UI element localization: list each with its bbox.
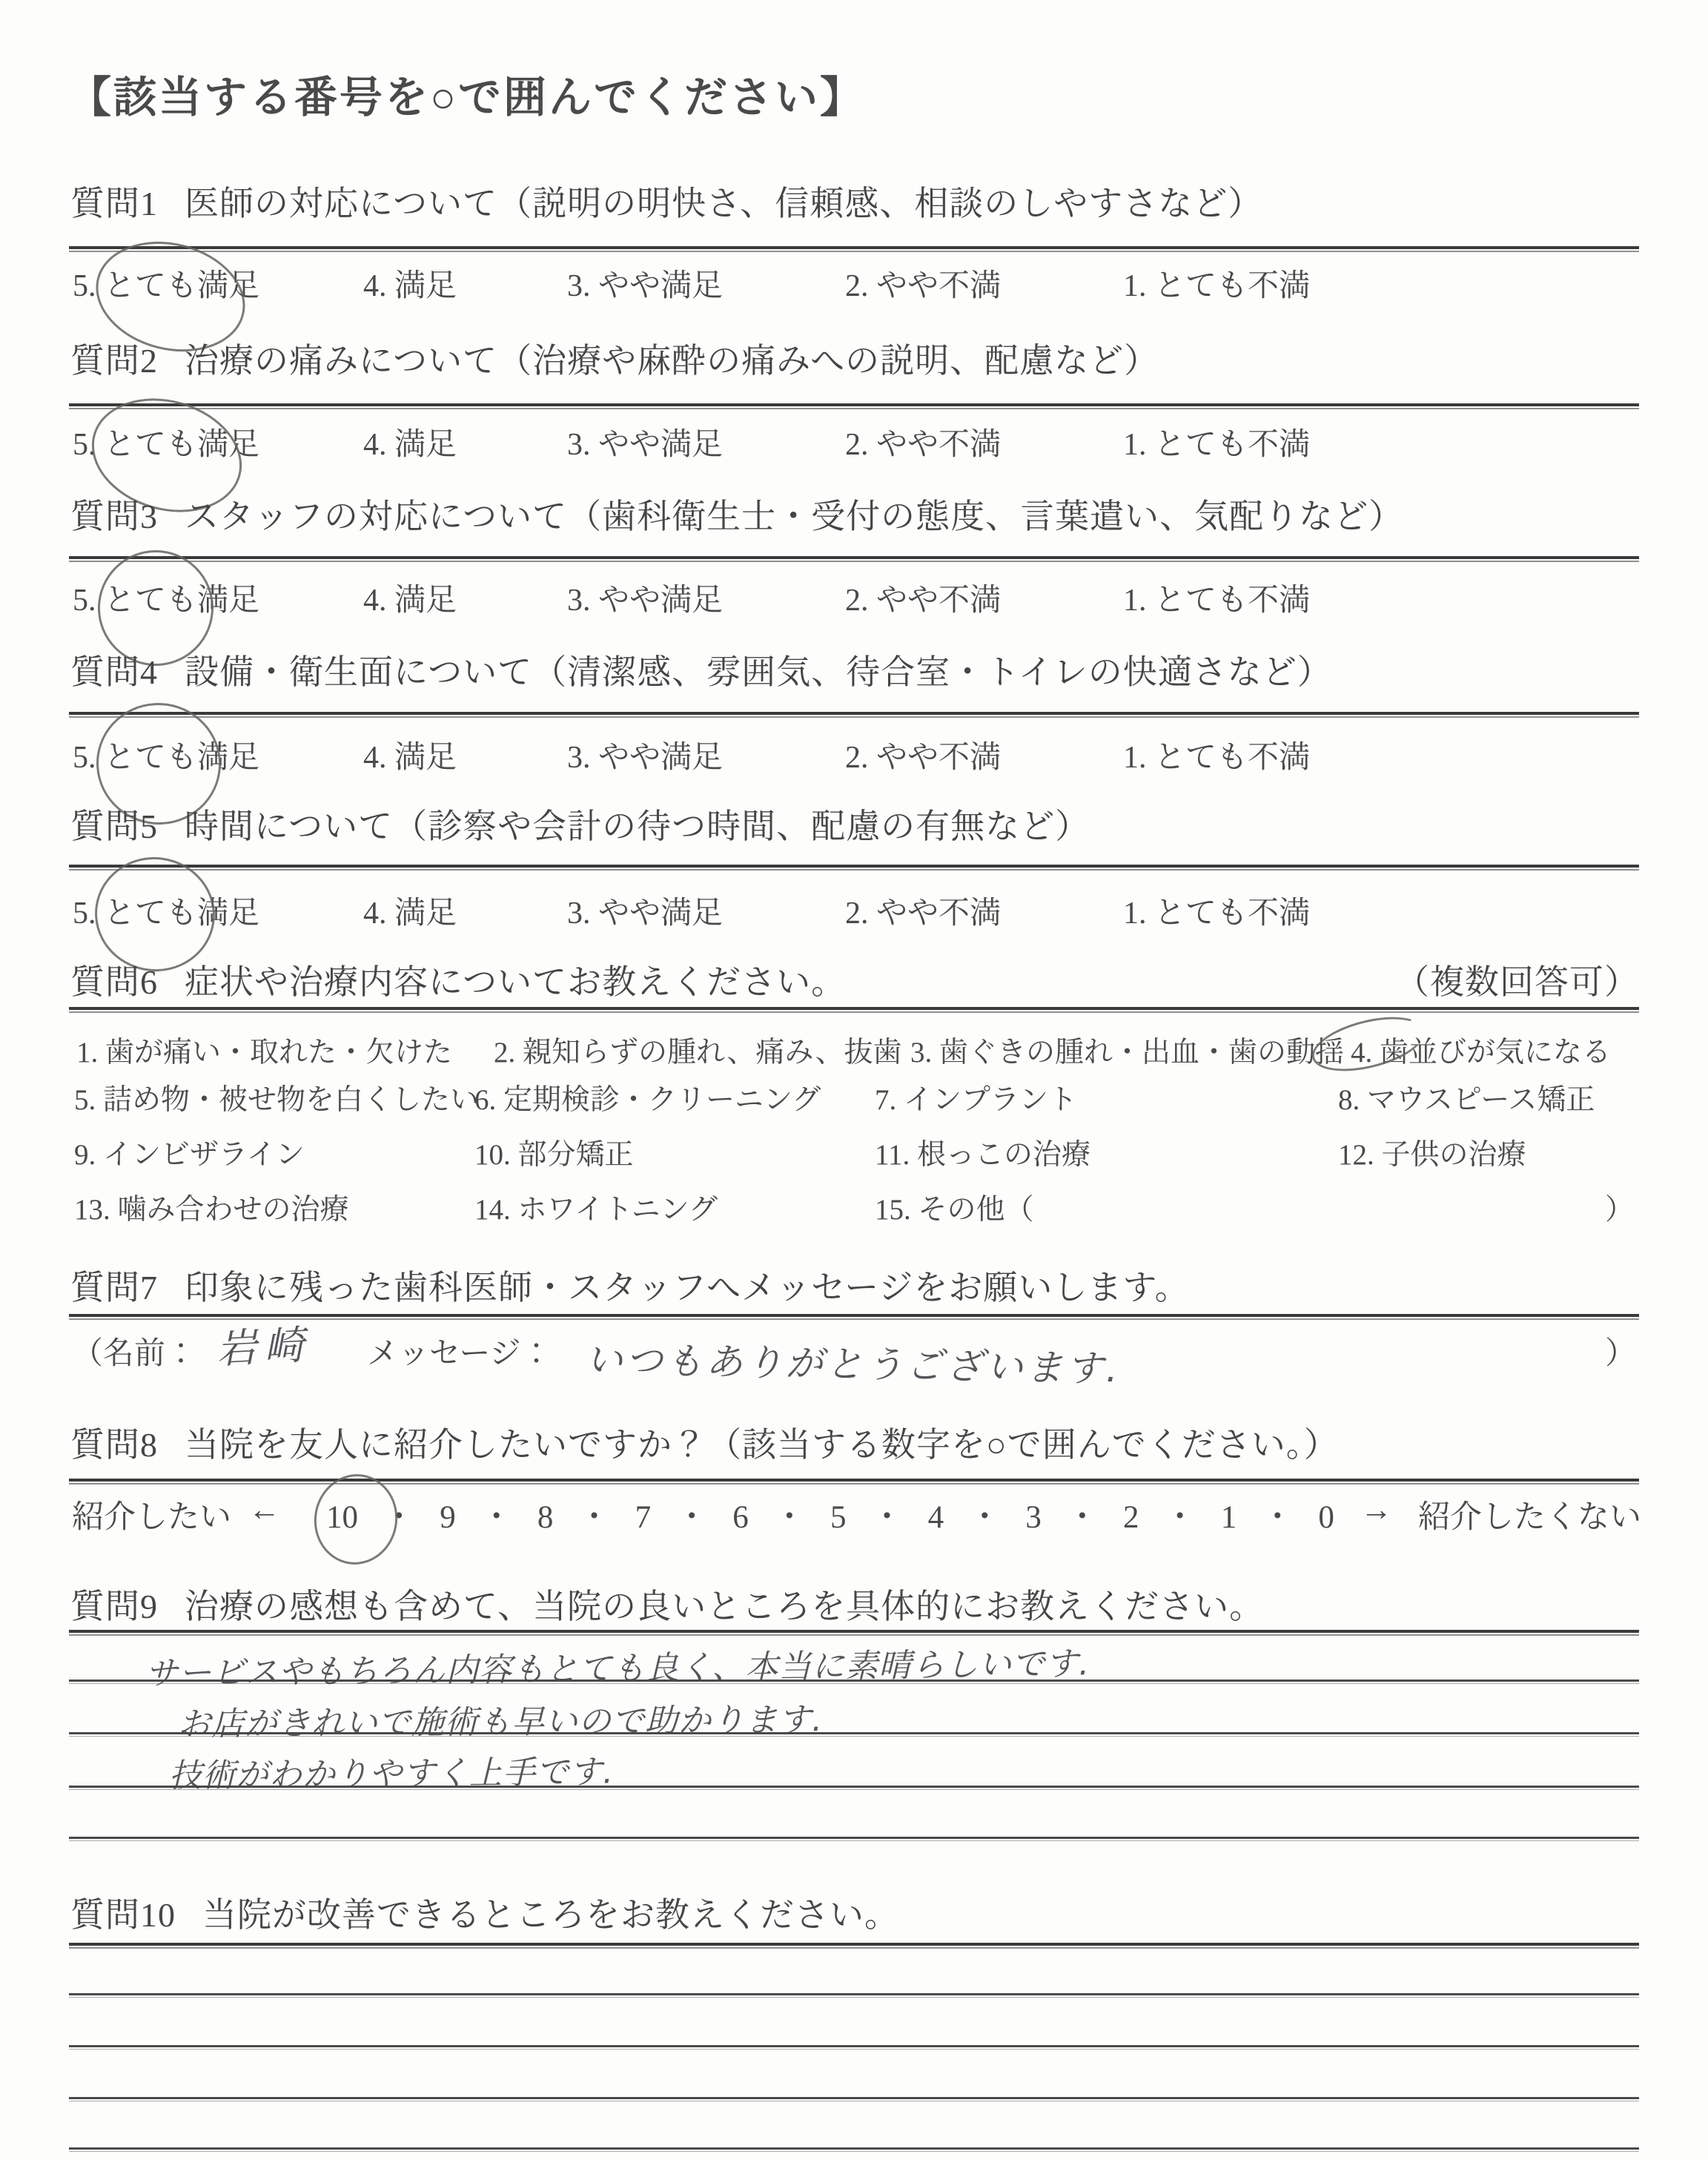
- question-2-options: [70, 420, 1639, 461]
- option-very-satisfied: 5. とても満足: [73, 269, 260, 303]
- dot-separator: ・: [968, 1500, 1001, 1535]
- question-1-heading: [70, 176, 1639, 225]
- answer-line: [69, 2147, 1639, 2152]
- symptom-item-1: 1. 歯が痛い・取れた・欠けた: [76, 1037, 453, 1069]
- handwritten-answer-line-1: サービスやもちろん内容もとても良く、本当に素晴らしいです.: [145, 1645, 1090, 1693]
- option-satisfied: 4. 満足: [363, 428, 457, 462]
- question-7-number: 質問7: [70, 1269, 158, 1307]
- recommend-scale: [70, 1492, 1639, 1533]
- form-instruction-title: 【該当する番号を○で囲んでください】: [68, 73, 866, 122]
- question-2-title: 治療の痛みについて（治療や麻酔の痛みへの説明、配慮など）: [185, 342, 1159, 380]
- option-somewhat-satisfied: 3. やや満足: [567, 269, 724, 303]
- symptom-row-3: [70, 1132, 1639, 1170]
- section-divider: [69, 556, 1639, 562]
- option-satisfied: 4. 満足: [363, 269, 457, 303]
- scale-number-1: 1: [1220, 1500, 1237, 1535]
- option-somewhat-dissatisfied: 2. やや不満: [845, 428, 1002, 462]
- question-6-heading: [70, 955, 1639, 1004]
- scale-number-5: 5: [830, 1500, 847, 1535]
- dot-separator: ・: [1164, 1500, 1196, 1535]
- option-very-dissatisfied: 1. とても不満: [1123, 269, 1311, 303]
- symptom-item-4: 4. 歯並びが気になる: [1351, 1037, 1612, 1069]
- section-divider: [69, 1630, 1639, 1636]
- option-very-satisfied: 5. とても満足: [73, 741, 260, 775]
- section-divider: [69, 865, 1639, 871]
- question-2-number: 質問2: [70, 342, 158, 380]
- option-very-dissatisfied: 1. とても不満: [1123, 584, 1311, 618]
- question-7-title: 印象に残った歯科医師・スタッフへメッセージをお願いします。: [185, 1269, 1190, 1307]
- symptom-item-8: 8. マウスピース矯正: [1338, 1084, 1595, 1116]
- question-5-title: 時間について（診察や会計の待つ時間、配慮の有無など）: [185, 807, 1090, 845]
- symptom-item-11: 11. 根っこの治療: [875, 1139, 1091, 1171]
- section-divider: [69, 1943, 1639, 1949]
- question-9-heading: [70, 1579, 1639, 1628]
- question-4-heading: [70, 645, 1639, 694]
- option-somewhat-satisfied: 3. やや満足: [567, 428, 724, 462]
- question-3-number: 質問3: [70, 498, 158, 535]
- option-very-dissatisfied: 1. とても不満: [1123, 428, 1311, 462]
- dot-separator: ・: [871, 1500, 904, 1535]
- question-7-heading: [70, 1261, 1639, 1309]
- symptom-item-14: 14. ホワイトニング: [474, 1194, 718, 1226]
- scale-number-8: 8: [537, 1500, 554, 1535]
- question-4-number: 質問4: [70, 653, 158, 691]
- scale-right-label: 紹介したくない: [1418, 1500, 1641, 1535]
- dot-separator: ・: [1066, 1500, 1099, 1535]
- close-paren: ）: [1605, 1337, 1637, 1371]
- scale-number-3: 3: [1025, 1500, 1042, 1535]
- dot-separator: ・: [480, 1500, 513, 1535]
- message-label: メッセージ：: [367, 1337, 552, 1371]
- question-6-number: 質問6: [70, 963, 158, 1001]
- question-3-heading: [70, 489, 1639, 538]
- question-4-options: [70, 733, 1639, 774]
- option-very-satisfied: 5. とても満足: [73, 584, 260, 618]
- answer-line: [69, 1837, 1639, 1841]
- option-somewhat-satisfied: 3. やや満足: [567, 896, 724, 931]
- scale-number-0: 0: [1318, 1500, 1334, 1535]
- symptom-item-13: 13. 噛み合わせの治療: [74, 1194, 349, 1226]
- section-divider: [69, 403, 1639, 409]
- option-very-dissatisfied: 1. とても不満: [1123, 741, 1311, 775]
- scale-number-2: 2: [1123, 1500, 1139, 1535]
- question-8-number: 質問8: [70, 1426, 158, 1464]
- symptom-row-2: [70, 1077, 1639, 1115]
- question-2-heading: [70, 334, 1639, 383]
- scale-number-9: 9: [440, 1500, 456, 1535]
- question-1-title: 医師の対応について（説明の明快さ、信頼感、相談のしやすさなど）: [185, 185, 1263, 222]
- handwritten-answer-line-2: お店がきれいで施術も早いので助かります.: [177, 1700, 824, 1744]
- multiple-answers-note: （複数回答可）: [1395, 963, 1639, 1001]
- section-divider: [69, 1479, 1639, 1484]
- section-divider: [69, 1007, 1639, 1013]
- option-somewhat-dissatisfied: 2. やや不満: [845, 896, 1002, 931]
- right-arrow: →: [1360, 1493, 1392, 1527]
- answer-line: [69, 2045, 1639, 2050]
- symptom-item-5: 5. 詰め物・被せ物を白くしたい: [74, 1084, 480, 1116]
- question-3-title: スタッフの対応について（歯科衛生士・受付の態度、言葉遣い、気配りなど）: [185, 498, 1404, 535]
- section-divider: [69, 246, 1639, 252]
- symptom-item-7: 7. インプラント: [875, 1084, 1078, 1116]
- left-arrow: ←: [248, 1493, 280, 1527]
- option-satisfied: 4. 満足: [363, 896, 457, 931]
- handwritten-message: いつもありがとうございます.: [585, 1338, 1122, 1391]
- scale-number-10: 10: [326, 1500, 358, 1535]
- dot-separator: ・: [675, 1500, 708, 1535]
- question-8-title: 当院を友人に紹介したいですか？（該当する数字を○で囲んでください。）: [185, 1426, 1339, 1464]
- dot-separator: ・: [1261, 1500, 1294, 1535]
- section-divider: [69, 712, 1639, 718]
- option-satisfied: 4. 満足: [363, 584, 457, 618]
- symptom-item-15: 15. その他（: [875, 1194, 1034, 1226]
- handwritten-answer-line-3: 技術がわかりやすく上手です.: [168, 1753, 615, 1795]
- question-10-heading: [70, 1888, 1639, 1937]
- question-4-title: 設備・衛生面について（清潔感、雰囲気、待合室・トイレの快適さなど）: [185, 653, 1332, 691]
- symptom-item-3: 3. 歯ぐきの腫れ・出血・歯の動揺: [910, 1037, 1345, 1069]
- option-very-dissatisfied: 1. とても不満: [1123, 896, 1311, 931]
- scale-left-label: 紹介したい: [72, 1500, 231, 1535]
- question-5-heading: [70, 799, 1639, 848]
- option-somewhat-satisfied: 3. やや満足: [567, 584, 724, 618]
- question-9-number: 質問9: [70, 1588, 158, 1625]
- other-close-paren: ）: [1605, 1194, 1635, 1226]
- scale-numbers: [326, 1492, 1334, 1537]
- question-10-number: 質問10: [70, 1896, 176, 1934]
- option-very-satisfied: 5. とても満足: [73, 896, 260, 931]
- question-10-title: 当院が改善できるところをお教えください。: [202, 1896, 899, 1934]
- question-1-options: [70, 261, 1639, 303]
- question-5-number: 質問5: [70, 807, 158, 845]
- option-somewhat-dissatisfied: 2. やや不満: [845, 584, 1002, 618]
- symptom-item-10: 10. 部分矯正: [474, 1139, 634, 1171]
- question-1-number: 質問1: [70, 185, 158, 222]
- option-somewhat-satisfied: 3. やや満足: [567, 741, 724, 775]
- name-label: （名前：: [72, 1337, 197, 1371]
- scale-number-7: 7: [635, 1500, 652, 1535]
- question-8-heading: [70, 1418, 1639, 1467]
- option-somewhat-dissatisfied: 2. やや不満: [845, 741, 1002, 775]
- option-somewhat-dissatisfied: 2. やや不満: [845, 269, 1002, 303]
- answer-line: [69, 1993, 1639, 1998]
- symptom-item-2: 2. 親知らずの腫れ、痛み、抜歯: [494, 1037, 902, 1069]
- symptom-row-4: [70, 1186, 1639, 1225]
- question-9-title: 治療の感想も含めて、当院の良いところを具体的にお教えください。: [185, 1588, 1265, 1625]
- dot-separator: ・: [773, 1500, 806, 1535]
- handwritten-name: 岩崎: [215, 1321, 313, 1373]
- symptom-item-12: 12. 子供の治療: [1338, 1139, 1526, 1171]
- question-6-title: 症状や治療内容についてお教えください。: [185, 963, 847, 1001]
- dot-separator: ・: [383, 1500, 415, 1535]
- scale-number-6: 6: [732, 1500, 749, 1535]
- dot-separator: ・: [577, 1500, 610, 1535]
- option-very-satisfied: 5. とても満足: [73, 428, 260, 462]
- symptom-item-9: 9. インビザライン: [74, 1139, 305, 1171]
- option-satisfied: 4. 満足: [363, 741, 457, 775]
- question-3-options: [70, 575, 1639, 617]
- scale-number-4: 4: [927, 1500, 944, 1535]
- answer-line: [69, 2097, 1639, 2101]
- symptom-item-6: 6. 定期検診・クリーニング: [474, 1084, 821, 1116]
- question-5-options: [70, 888, 1639, 930]
